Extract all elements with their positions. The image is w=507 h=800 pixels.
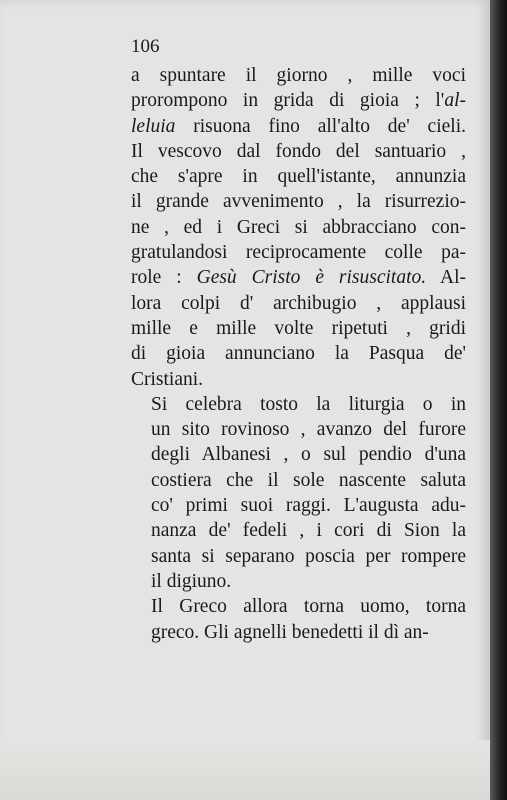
- text-line: [131, 341, 466, 366]
- text-line: [131, 468, 466, 493]
- text-line: [131, 518, 466, 543]
- text-line: [131, 63, 466, 88]
- text-line: [131, 164, 466, 189]
- paragraph: [131, 594, 466, 645]
- text-run: greco. Gli agnelli benedetti il dì an-: [151, 621, 429, 643]
- italic-run: Gesù Cristo è risuscitato.: [196, 267, 427, 289]
- text-run: co' primi suoi raggi. L'augusta adu-: [151, 495, 466, 517]
- italic-run: leluia: [131, 115, 176, 137]
- page-text: [131, 30, 466, 645]
- text-line: [131, 114, 466, 139]
- text-line: [131, 265, 466, 290]
- text-line: [131, 139, 466, 164]
- text-run: che s'apre in quell'istante, annunzia: [131, 166, 466, 188]
- text-run: ne , ed i Greci si abbracciano con-: [131, 216, 466, 238]
- text-run: di gioia annunciano la Pasqua de': [131, 343, 466, 365]
- text-run: santa si separano poscia per rompere: [151, 545, 466, 567]
- text-run: risuona fino all'alto de' cieli.: [175, 115, 466, 137]
- paragraph: [131, 63, 466, 392]
- text-run: lora colpi d' archibugio , applausi: [131, 292, 466, 314]
- text-run: Il vescovo dal fondo del santuario ,: [131, 140, 466, 162]
- page-edge-shadow: [490, 0, 507, 800]
- paragraphs-container: [131, 63, 466, 645]
- text-line: [131, 88, 466, 113]
- text-line: [131, 493, 466, 518]
- text-line: [131, 620, 466, 645]
- text-line: [131, 417, 466, 442]
- text-line: [131, 544, 466, 569]
- text-line: [131, 367, 466, 392]
- text-run: il digiuno.: [151, 570, 232, 592]
- text-run: Il Greco allora torna uomo, torna: [151, 596, 466, 618]
- page-number: 106: [131, 36, 160, 57]
- text-run: role :: [131, 267, 197, 289]
- text-run: degli Albanesi , o sul pendio d'una: [151, 444, 466, 466]
- italic-run: al-: [444, 90, 466, 112]
- page-bottom-margin: [0, 740, 490, 800]
- text-line: [131, 442, 466, 467]
- text-run: costiera che il sole nascente saluta: [151, 469, 466, 491]
- text-line: [131, 189, 466, 214]
- text-run: Si celebra tosto la liturgia o in: [151, 393, 466, 415]
- text-run: Al-: [426, 267, 466, 289]
- text-run: nanza de' fedeli , i cori di Sion la: [151, 520, 466, 542]
- text-line: [131, 316, 466, 341]
- text-run: mille e mille volte ripetuti , gridi: [131, 317, 466, 339]
- text-run: prorompono in grida di gioia ; l': [131, 90, 445, 112]
- text-line: [131, 569, 466, 594]
- text-run: il grande avvenimento , la risurrezio-: [131, 191, 466, 213]
- text-run: gratulandosi reciprocamente colle pa-: [131, 242, 466, 264]
- text-line: [131, 594, 466, 619]
- text-line: [131, 392, 466, 417]
- text-line: [131, 240, 466, 265]
- text-run: un sito rovinoso , avanzo del furore: [151, 419, 466, 441]
- text-run: a spuntare il giorno , mille voci: [131, 65, 466, 86]
- text-run: Cristiani.: [131, 368, 204, 390]
- text-line: [131, 215, 466, 240]
- text-line: [131, 291, 466, 316]
- paragraph: [131, 392, 466, 594]
